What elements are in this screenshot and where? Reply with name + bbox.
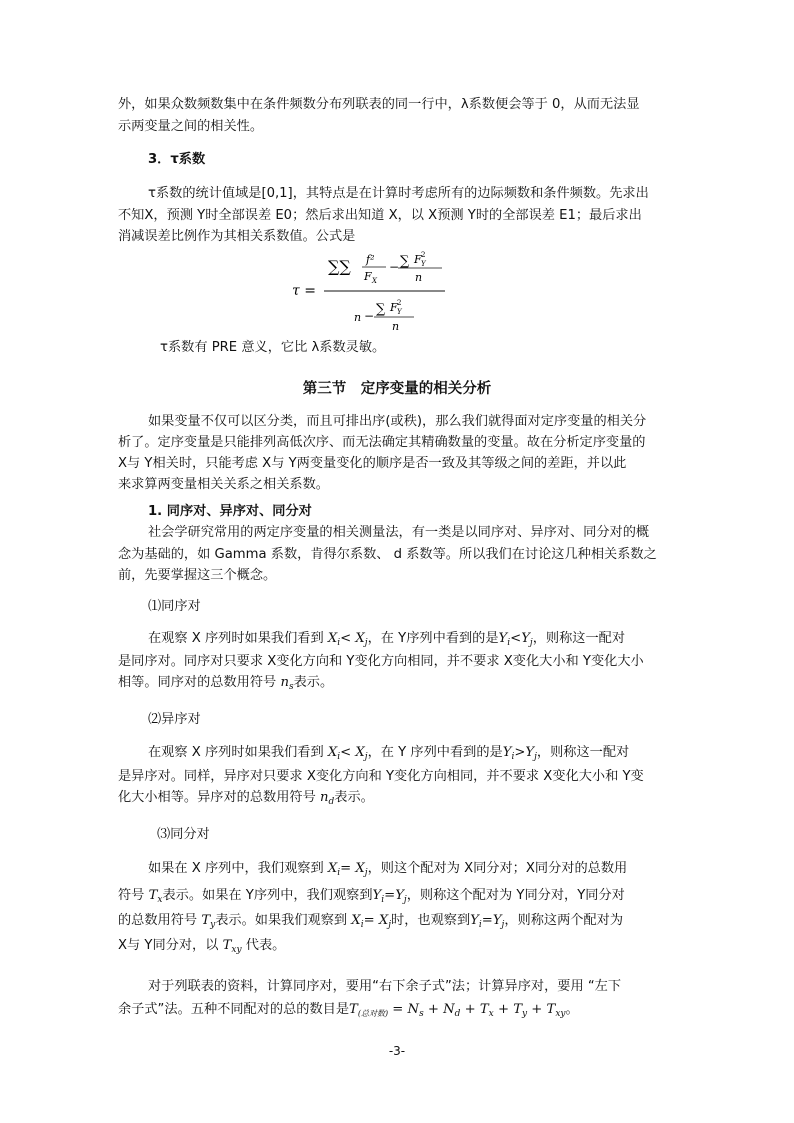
formula-lhs: τ = [292, 283, 316, 299]
formula-f-squared: f² [366, 253, 375, 266]
section-title: 第三节 定序变量的相关分析 [302, 381, 492, 397]
subsection-heading-pairs: 1. 同序对、异序对、同分对 [148, 504, 312, 519]
formula-double-sum: ∑∑ [328, 257, 351, 276]
paragraph-line: 不知X，预测 Y时全部误差 E0；然后求出知道 X，以 X预测 Y时的全部误差 E1；最后求出 [118, 208, 642, 223]
formula-den-fy: F [390, 301, 398, 314]
paragraph-line: X与 Y相关时，只能考虑 X与 Y两变量变化的顺序是否一致及其等级之间的差距，并以此 [118, 456, 627, 471]
expr-xi-lt-xj: $X_i< X_j$ [327, 745, 368, 762]
formula-minus: − [389, 260, 400, 274]
paragraph-line: 如果变量不仅可以区分类，而且可排出序(或秩)，那么我们就得面对定序变量的相关分 [148, 414, 647, 429]
paragraph-line: 相等。同序对的总数用符号 $n_s$表示。 [118, 675, 334, 692]
paragraph-line: X与 Y同分对，以 $T_{xy}$ 代表。 [118, 938, 286, 955]
paragraph-line: 外，如果众数频数集中在条件频数分布列联表的同一行中，λ系数便会等于 0，从而无法显 [118, 97, 640, 112]
paragraph-line: τ系数的统计值域是[0,1]，其特点是在计算时考虑所有的边际频数和条件频数。先求出 [148, 186, 649, 201]
paragraph-line: 符号 $T_x$表示。如果在 Y序列中，我们观察到$Y_i=Y_j$，则称这个配对为 Y同分对，Y同分对 [118, 888, 625, 905]
heading-concordant: ⑴同序对 [148, 599, 201, 614]
formula-den-sum: ∑ [376, 302, 386, 317]
expr-yi-lt-yj: $Y_i<Y_j$ [498, 631, 533, 648]
subsection-heading-tau: 3．τ系数 [148, 152, 206, 167]
paragraph-line: 念为基础的，如 Gamma 系数，肯得尔系数、 d 系数等。所以我们在讨论这几种相关系数之 [118, 547, 657, 562]
formula-fy: F [414, 253, 422, 266]
paragraph-line: 示两变量之间的相关性。 [118, 119, 264, 134]
paragraph-line: 余子式”法。五种不同配对的总的数目是$T_{(总对数)} = N_s + N_d + T_x + T_y + T_{xy}$。 [118, 1002, 579, 1019]
tau-formula [292, 245, 452, 335]
paragraph-line: 消减误差比例作为其相关系数值。公式是 [118, 229, 356, 244]
expr-xi-lt-xj: $X_i< X_j$ [327, 631, 368, 648]
paragraph-line: 的总数用符号 $T_y$表示。如果我们观察到 $X_i= X_j$时，也观察到$Y_i=Y_j$，则称这两个配对为 [118, 913, 624, 930]
paragraph-line: 化大小相等。异序对的总数用符号 $n_d$表示。 [118, 790, 374, 807]
paragraph-line: 析了。定序变量是只能排列高低次序、而无法确定其精确数量的变量。故在分析定序变量的 [118, 435, 646, 450]
paragraph-line: 在观察 X 序列时如果我们看到 $X_i< X_j$，在 Y 序列中看到的是$Y_i>Y_j$，则称这一配对 [148, 745, 630, 762]
paragraph-line: 是异序对。同样，异序对只要求 X变化方向和 Y变化方向相同，并不要求 X变化大小和 Y变 [118, 769, 644, 784]
expr-yi-gt-yj: $Y_i>Y_j$ [502, 745, 537, 762]
paragraph-line: 如果在 X 序列中，我们观察到 $X_i= X_j$，则这个配对为 X同分对；X同分对的总数用 [148, 861, 628, 878]
formula-den-minus: − [364, 309, 375, 323]
formula-den-fy-sub: Y [397, 308, 402, 316]
heading-discordant: ⑵异序对 [148, 712, 201, 727]
paragraph-line: τ系数有 PRE 意义，它比 λ系数灵敏。 [160, 340, 386, 355]
formula-den-n: n [354, 311, 362, 324]
formula-fx: F [364, 270, 372, 283]
paragraph-line: 前，先要掌握这三个概念。 [118, 568, 277, 583]
expr-xi-eq-xj: $X_i= X_j$ [327, 861, 368, 878]
paragraph-line: 来求算两变量相关关系之相关系数。 [118, 477, 329, 492]
formula-fy-sup: 2 [421, 251, 426, 259]
expr-yi-eq-yj: $Y_i=Y_j$ [372, 888, 407, 905]
paragraph-line: 在观察 X 序列时如果我们看到 $X_i< X_j$，在 Y序列中看到的是$Y_i<Y_j$，则称这一配对 [148, 631, 626, 648]
paragraph-line: 社会学研究常用的两定序变量的相关测量法，有一类是以同序对、异序对、同分对的概 [148, 525, 650, 540]
formula-n: n [415, 271, 423, 284]
paragraph-line: 对于列联表的资料，计算同序对，要用“右下余子式”法；计算异序对，要用 “左下 [148, 979, 622, 994]
heading-tied: ⑶同分对 [157, 827, 210, 842]
formula-fx-sub: X [372, 277, 377, 285]
formula-fy-sub: Y [421, 260, 426, 268]
paragraph-line: 是同序对。同序对只要求 X变化方向和 Y变化方向相同，并不要求 X变化大小和 Y变化大小 [118, 654, 644, 669]
formula-den-n2: n [392, 320, 400, 333]
expr-total-pairs: $T_{(总对数)} = N_s + N_d + T_x + T_y + T_{xy}$ [349, 1002, 566, 1019]
formula-den-fy-sup: 2 [397, 299, 402, 307]
expr-xi-eq-xj: $X_i= X_j$ [351, 913, 392, 930]
expr-yi-eq-yj: $Y_i=Y_j$ [470, 913, 505, 930]
formula-sum: ∑ [400, 254, 410, 269]
page-number: -3- [388, 1044, 406, 1058]
